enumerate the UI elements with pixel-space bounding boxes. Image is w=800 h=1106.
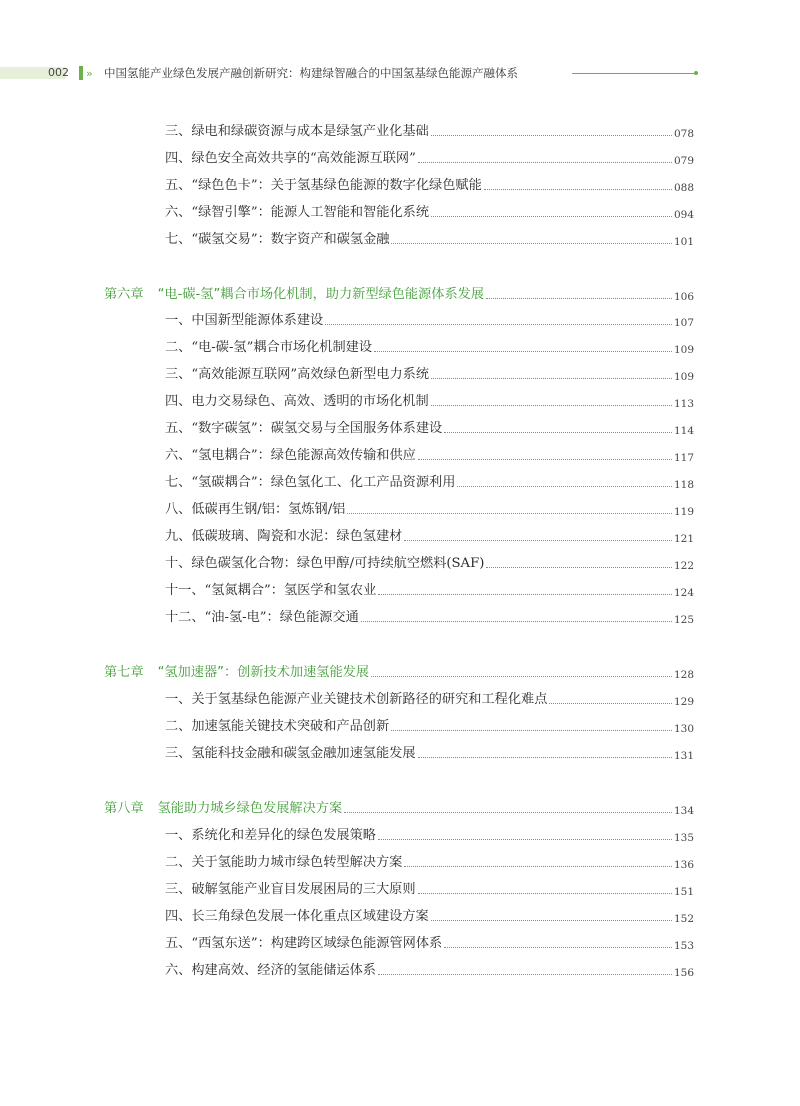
toc-page-number: 135: [673, 832, 694, 844]
toc-entry-title: 四、电力交易绿色、高效、透明的市场化机制: [165, 394, 429, 409]
toc-entry-title: 七、“碳氢交易”：数字资产和碳氢金融: [165, 232, 390, 247]
dot-leader: [418, 893, 672, 894]
toc-section-entry[interactable]: [0, 907, 800, 927]
toc-section-entry[interactable]: [0, 961, 800, 981]
toc-entry-title: 三、氢能科技金融和碳氢金融加速氢能发展: [165, 746, 416, 761]
double-chevron-icon: »: [86, 67, 93, 80]
chapter-label: 第七章: [104, 665, 144, 680]
dot-leader: [378, 974, 672, 975]
toc-page-number: 094: [673, 209, 694, 221]
toc-entry-title: 一、关于氢基绿色能源产业关键技术创新路径的研究和工程化难点: [165, 692, 548, 707]
dot-leader: [549, 703, 672, 704]
toc-page-number: 079: [673, 155, 694, 167]
chapter-label: 第八章: [104, 801, 144, 816]
toc-entry-title: [104, 663, 369, 683]
dot-leader: [418, 459, 672, 460]
dot-leader: [404, 540, 672, 541]
toc-page-number: 113: [673, 398, 694, 410]
toc-entry-title: 六、构建高效、经济的氢能储运体系: [165, 963, 376, 978]
toc-entry-title: 六、“绿智引擎”：能源人工智能和智能化系统: [165, 205, 430, 220]
dot-leader: [431, 920, 672, 921]
dot-leader: [444, 947, 672, 948]
toc-entry-title: 五、“数字碳氢”：碳氢交易与全国服务体系建设: [165, 421, 443, 436]
dot-leader: [431, 135, 672, 136]
toc-section-entry[interactable]: [0, 122, 800, 142]
toc-page-number: 106: [673, 291, 694, 303]
toc-entry-title: 二、“电-碳-氢”耦合市场化机制建设: [165, 340, 373, 355]
toc-section-entry[interactable]: [0, 419, 800, 439]
toc-section-entry[interactable]: [0, 230, 800, 250]
dot-leader: [457, 486, 672, 487]
toc-entry-title: 一、中国新型能源体系建设: [165, 313, 324, 328]
toc-entry-title: 三、绿电和绿碳资源与成本是绿氢产业化基础: [165, 124, 429, 139]
toc-page-number: 121: [673, 533, 694, 545]
toc-entry-title: 五、“西氢东送”：构建跨区域绿色能源管网体系: [165, 936, 443, 951]
dot-leader: [444, 432, 672, 433]
toc-entry-title: 六、“氢电耦合”：绿色能源高效传输和供应: [165, 448, 416, 463]
toc-page-number: 119: [673, 506, 694, 518]
toc-page-number: 153: [673, 940, 694, 952]
toc-entry-title: 四、长三角绿色发展一体化重点区域建设方案: [165, 909, 429, 924]
toc-page-number: 152: [673, 913, 694, 925]
toc-page-number: 117: [673, 452, 694, 464]
toc-section-entry[interactable]: [0, 581, 800, 601]
toc-entry-title: 二、加速氢能关键技术突破和产品创新: [165, 719, 390, 734]
dot-leader: [418, 757, 672, 758]
chapter-title: “电-碳-氢”耦合市场化机制，助力新型绿色能源体系发展: [157, 287, 485, 302]
dot-leader: [486, 567, 672, 568]
chapter-label: 第六章: [104, 287, 144, 302]
toc-section-entry[interactable]: [0, 338, 800, 358]
dot-leader: [361, 621, 672, 622]
toc-section-entry[interactable]: [0, 500, 800, 520]
toc-page-number: 151: [673, 886, 694, 898]
toc-page-number: 134: [673, 805, 694, 817]
toc-page-number: 088: [673, 182, 694, 194]
toc-section-entry[interactable]: [0, 717, 800, 737]
toc-entry-title: 十二、“油-氢-电”：绿色能源交通: [165, 610, 359, 625]
toc-entry-title: [104, 285, 484, 305]
dot-leader: [371, 676, 672, 677]
toc-section-entry[interactable]: [0, 608, 800, 628]
toc-page-number: 130: [673, 723, 694, 735]
dot-leader: [431, 216, 672, 217]
toc-page-number: 136: [673, 859, 694, 871]
toc-section-entry[interactable]: [0, 203, 800, 223]
toc-section-entry[interactable]: [0, 365, 800, 385]
toc-section-entry[interactable]: [0, 853, 800, 873]
dot-leader: [431, 378, 672, 379]
toc-page-number: 122: [673, 560, 694, 572]
page-number: 002: [48, 66, 69, 79]
toc-section-entry[interactable]: [0, 311, 800, 331]
toc-section-entry[interactable]: [0, 744, 800, 764]
toc-page-number: 107: [673, 317, 694, 329]
chapter-title: “氢加速器”：创新技术加速氢能发展: [157, 665, 370, 680]
toc-chapter-entry[interactable]: [0, 663, 800, 683]
dot-leader: [344, 812, 672, 813]
toc-entry-title: 八、低碳再生钢/铝：氢炼钢/铝: [165, 502, 346, 517]
toc-entry-title: 三、“高效能源互联网”高效绿色新型电力系统: [165, 367, 430, 382]
toc-entry-title: 一、系统化和差异化的绿色发展策略: [165, 828, 376, 843]
toc-page-number: 109: [673, 344, 694, 356]
dot-leader: [374, 351, 672, 352]
toc-entry-title: 三、破解氢能产业盲目发展困局的三大原则: [165, 882, 416, 897]
toc-section-entry[interactable]: [0, 176, 800, 196]
toc-page-number: 156: [673, 967, 694, 979]
toc-page-number: 124: [673, 587, 694, 599]
toc-section-entry[interactable]: [0, 880, 800, 900]
toc-entry-title: 十一、“氢氮耦合”：氢医学和氢农业: [165, 583, 377, 598]
toc-page-number: 131: [673, 750, 694, 762]
toc-section-entry[interactable]: [0, 392, 800, 412]
toc-section-entry[interactable]: [0, 934, 800, 954]
toc-chapter-entry[interactable]: [0, 799, 800, 819]
toc-chapter-entry[interactable]: [0, 285, 800, 305]
toc-section-entry[interactable]: [0, 826, 800, 846]
dot-leader: [378, 594, 672, 595]
dot-leader: [486, 298, 672, 299]
toc-page-number: 128: [673, 669, 694, 681]
dot-leader: [325, 324, 672, 325]
toc-section-entry[interactable]: [0, 527, 800, 547]
dot-leader: [484, 189, 672, 190]
toc-page-number: 101: [673, 236, 694, 248]
toc-page-number: 109: [673, 371, 694, 383]
toc-page-number: 118: [673, 479, 694, 491]
dot-leader: [404, 866, 672, 867]
toc-entry-title: 二、关于氢能助力城市绿色转型解决方案: [165, 855, 403, 870]
toc-page-number: 125: [673, 614, 694, 626]
book-title: 中国氢能产业绿色发展产融创新研究：构建绿智融合的中国氢基绿色能源产融体系: [104, 66, 518, 80]
toc-section-entry[interactable]: [0, 554, 800, 574]
toc-page-number: 078: [673, 128, 694, 140]
dot-leader: [431, 405, 672, 406]
toc-entry-title: 四、绿色安全高效共享的“高效能源互联网”: [165, 151, 416, 166]
dot-leader: [418, 162, 672, 163]
toc-entry-title: 七、“氢碳耦合”：绿色氢化工、化工产品资源利用: [165, 475, 456, 490]
toc-section-entry[interactable]: [0, 446, 800, 466]
toc-section-entry[interactable]: [0, 149, 800, 169]
toc-section-entry[interactable]: [0, 690, 800, 710]
dot-leader: [347, 513, 672, 514]
toc-entry-title: [104, 799, 342, 819]
toc-page-number: 129: [673, 696, 694, 708]
chapter-title: 氢能助力城乡绿色发展解决方案: [157, 801, 343, 816]
dot-leader: [391, 730, 672, 731]
toc-entry-title: 五、“绿色色卡”：关于氢基绿色能源的数字化绿色赋能: [165, 178, 482, 193]
toc-entry-title: 十、绿色碳氢化合物：绿色甲醇/可持续航空燃料(SAF): [165, 556, 485, 571]
toc-page-number: 114: [673, 425, 694, 437]
dot-leader: [378, 839, 672, 840]
toc-entry-title: 九、低碳玻璃、陶瓷和水泥：绿色氢建材: [165, 529, 403, 544]
toc-section-entry[interactable]: [0, 473, 800, 493]
dot-leader: [391, 243, 672, 244]
